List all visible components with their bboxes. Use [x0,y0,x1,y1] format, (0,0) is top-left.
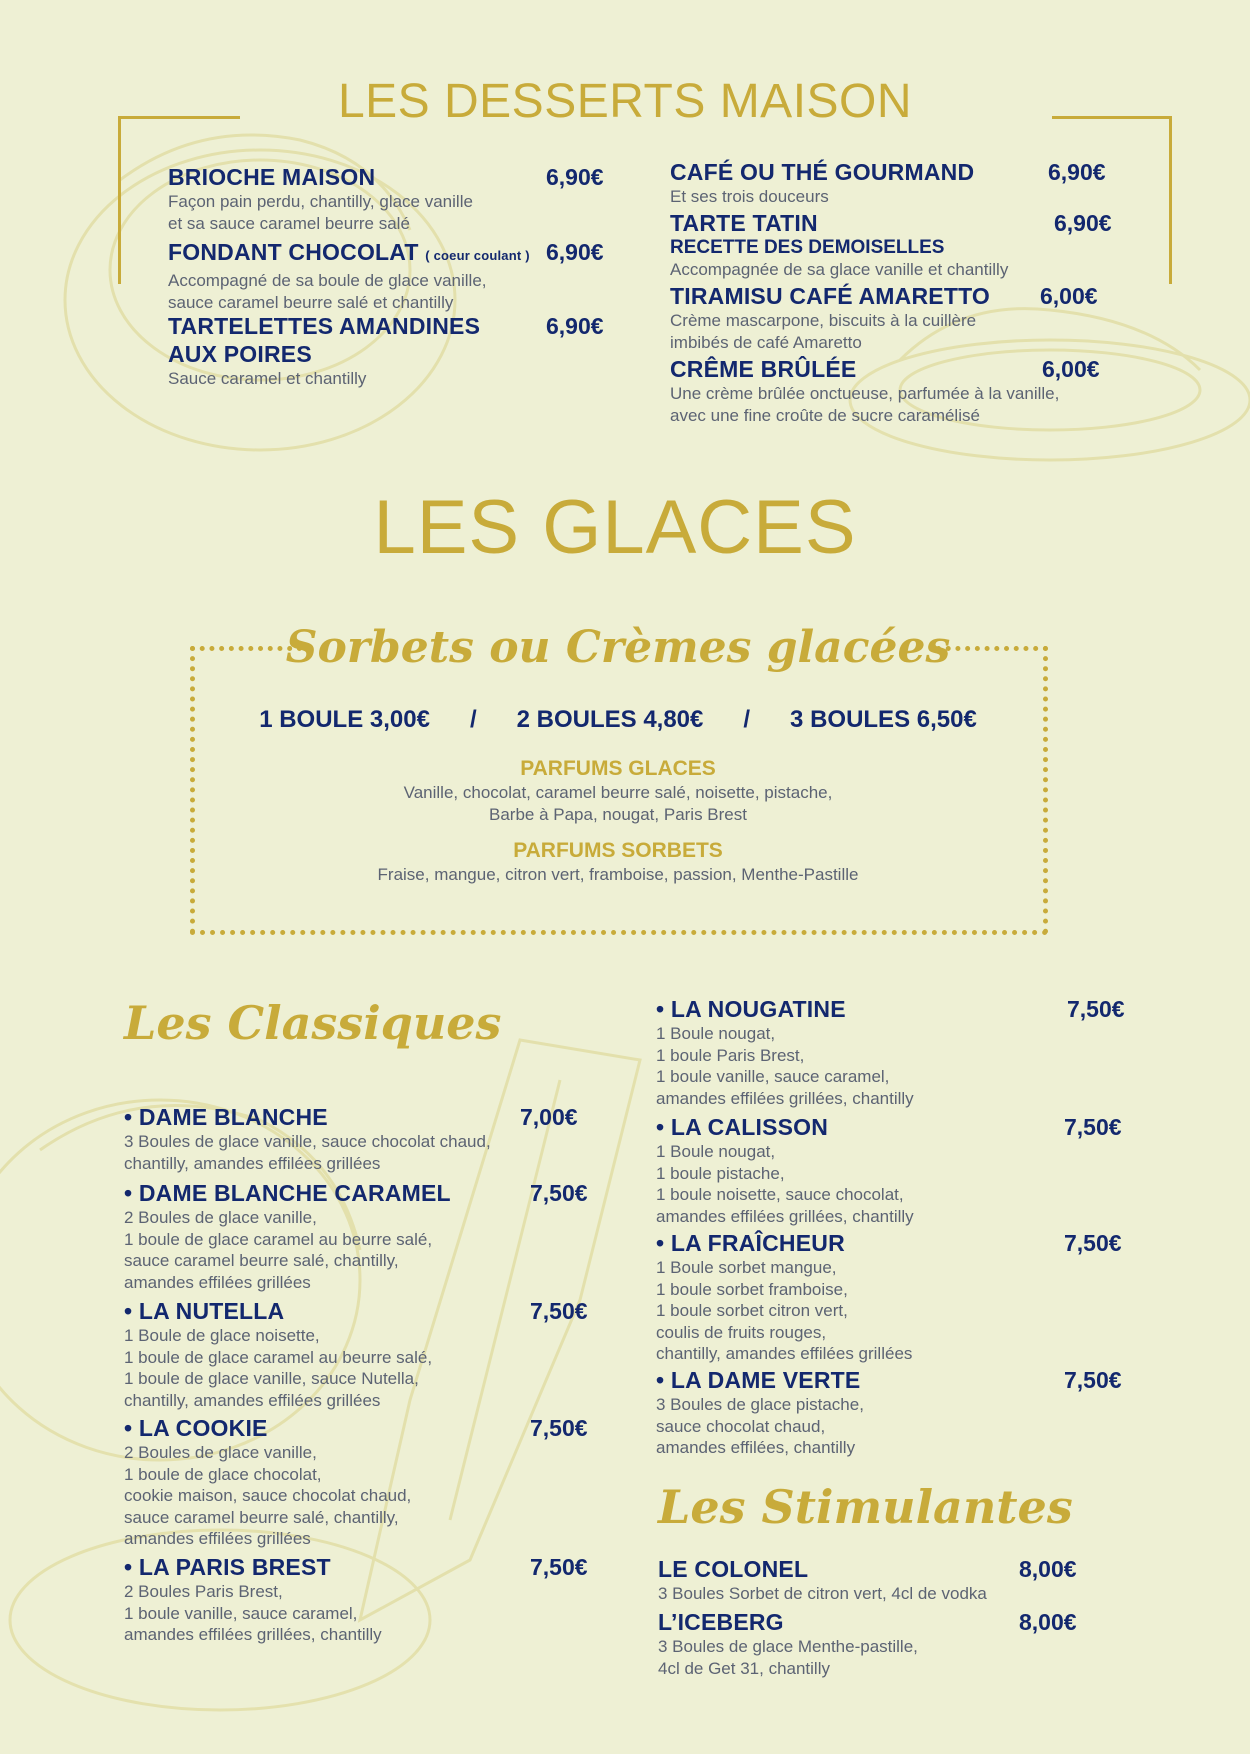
sorbets-title: Sorbets ou Crèmes glacées [285,622,951,673]
dessert-name: TARTE TATIN [670,210,818,236]
dessert-desc: Crème mascarpone, biscuits à la cuillère [670,311,977,330]
stimulante-price: 8,00€ [1019,1556,1077,1582]
classique-desc: 3 Boules de glace pistache, [656,1395,864,1414]
dessert-name: TIRAMISU CAFÉ AMARETTO [670,283,990,309]
dessert-desc: avec une fine croûte de sucre caramélisé [670,405,980,425]
dessert-name-line2: AUX POIRES [168,341,312,367]
classique-price: 7,50€ [530,1298,588,1324]
classique-item [656,1113,1136,1227]
dessert-item [670,158,1120,208]
dessert-price: 6,90€ [546,239,604,265]
price-3-scoops: 3 BOULES 6,50€ [790,706,977,733]
dessert-subtitle: RECETTE DES DEMOISELLES [670,237,945,258]
classique-desc: sauce chocolat chaud, [656,1416,826,1436]
classique-desc: amandes effilées grillées [124,1272,311,1292]
classique-desc: 2 Boules de glace vanille, [124,1443,317,1462]
classique-name: • LA FRAÎCHEUR [656,1229,1136,1257]
dessert-desc: Une crème brûlée onctueuse, parfumée à la vanille, [670,384,1060,403]
stimulante-item [658,1608,1138,1679]
classique-desc: sauce caramel beurre salé, chantilly, [124,1251,399,1270]
classique-desc: sauce caramel beurre salé, chantilly, [124,1507,399,1527]
dessert-desc: sauce caramel beurre salé et chantilly [168,292,454,312]
dessert-name-text: FONDANT CHOCOLAT [168,239,419,265]
classique-name: • LA PARIS BREST [124,1553,604,1581]
dessert-price: 6,00€ [1040,283,1098,309]
classique-desc: 1 Boule nougat, [656,1024,776,1043]
classique-desc: coulis de fruits rouges, [656,1322,827,1342]
classique-desc: 1 Boule de glace noisette, [124,1326,320,1345]
classique-desc: 1 boule Paris Brest, [656,1045,805,1065]
classiques-title: Les Classiques [124,996,502,1050]
classique-item [656,1366,1136,1459]
glaces-title: LES GLACES [373,485,857,570]
parfums-sorbets [0,838,1236,886]
classique-desc: amandes effilées grillées, chantilly [124,1625,382,1644]
classique-desc: 1 boule vanille, sauce caramel, [656,1067,890,1086]
classique-desc: 1 boule de glace caramel au beurre salé, [124,1229,433,1249]
dessert-name: TARTELETTES AMANDINES [168,313,481,339]
dessert-item [670,282,1120,353]
parfums-glaces-line: Vanille, chocolat, caramel beurre salé, noisette, pistache, [403,783,833,802]
parfums-glaces-title: PARFUMS GLACES [520,757,716,780]
dessert-price: 6,00€ [1042,356,1100,382]
stimulante-desc: 4cl de Get 31, chantilly [658,1658,830,1678]
classique-item [124,1414,604,1550]
classique-desc: amandes effilées grillées [124,1529,311,1548]
dessert-desc: Sauce caramel et chantilly [168,369,367,388]
classique-desc: chantilly, amandes effilées grillées [124,1390,381,1410]
classique-price: 7,50€ [1064,1367,1122,1393]
dessert-desc: et sa sauce caramel beurre salé [168,213,410,233]
classique-name: • DAME BLANCHE CARAMEL [124,1179,604,1207]
stimulante-desc: 3 Boules de glace Menthe-pastille, [658,1637,918,1656]
price-separator: / [743,706,751,733]
classique-name: • DAME BLANCHE [124,1103,604,1131]
frame-line [1169,116,1172,284]
classique-price: 7,00€ [520,1104,578,1130]
classique-desc: 1 boule noisette, sauce chocolat, [656,1185,904,1204]
dessert-price: 6,90€ [1054,210,1112,236]
classique-name: • LA DAME VERTE [656,1366,1136,1394]
price-1-scoop: 1 BOULE 3,00€ [259,706,430,733]
classique-item [124,1297,604,1411]
dessert-item [670,209,1120,281]
classique-desc: amandes effilées, chantilly [656,1438,856,1457]
stimulante-price: 8,00€ [1019,1609,1077,1635]
parfums-sorbets-title: PARFUMS SORBETS [513,839,723,862]
desserts-title: LES DESSERTS MAISON [337,75,913,128]
parfums-sorbets-line: Fraise, mangue, citron vert, framboise, passion, Menthe-Pastille [377,865,859,884]
classique-item [124,1553,604,1646]
classique-desc: 1 Boule sorbet mangue, [656,1258,837,1277]
classique-item [124,1179,604,1293]
classique-price: 7,50€ [530,1554,588,1580]
classique-desc: cookie maison, sauce chocolat chaud, [124,1486,412,1505]
classique-price: 7,50€ [530,1415,588,1441]
classique-desc: 3 Boules de glace vanille, sauce chocolat chaud, [124,1132,491,1151]
dessert-name: CRÊME BRÛLÉE [670,356,857,382]
classique-price: 7,50€ [530,1180,588,1206]
dessert-desc: Et ses trois douceurs [670,187,829,206]
classique-desc: amandes effilées grillées, chantilly [656,1088,914,1108]
parfums-glaces [0,756,1236,826]
classique-desc: 2 Boules Paris Brest, [124,1582,283,1601]
price-2-scoops: 2 BOULES 4,80€ [516,706,704,733]
stimulante-desc: 3 Boules Sorbet de citron vert, 4cl de vodka [658,1584,987,1603]
dessert-desc: Façon pain perdu, chantilly, glace vanille [168,192,473,211]
classique-desc: chantilly, amandes effilées grillées [656,1344,913,1363]
stimulante-name: LE COLONEL [658,1556,809,1582]
classique-item [656,1229,1136,1365]
stimulante-name: L’ICEBERG [658,1609,784,1635]
classique-desc: amandes effilées grillées, chantilly [656,1206,914,1226]
dessert-name: CAFÉ OU THÉ GOURMAND [670,159,975,185]
classique-name: • LA CALISSON [656,1113,1136,1141]
classique-price: 7,50€ [1067,996,1125,1022]
classique-desc: 1 boule sorbet citron vert, [656,1301,848,1320]
classique-desc: chantilly, amandes effilées grillées [124,1153,381,1173]
dessert-note: ( coeur coulant ) [425,248,530,263]
dessert-price: 6,90€ [1048,159,1106,185]
dessert-price: 6,90€ [546,313,604,339]
dessert-item [168,163,618,234]
dessert-name: BRIOCHE MAISON [168,164,376,190]
classique-item [124,1103,604,1174]
classique-desc: 1 boule sorbet framboise, [656,1279,848,1299]
classique-desc: 1 boule pistache, [656,1163,785,1183]
dessert-desc: Accompagné de sa boule de glace vanille, [168,271,487,290]
price-separator: / [469,706,477,733]
dessert-item [168,238,618,313]
classique-desc: 1 boule de glace caramel au beurre salé, [124,1347,433,1367]
scoop-prices [0,706,1236,734]
frame-line [118,116,121,284]
classique-desc: 2 Boules de glace vanille, [124,1208,317,1227]
dessert-item [670,355,1120,426]
dessert-desc: Accompagnée de sa glace vanille et chantilly [670,260,1009,279]
classique-item [656,995,1136,1109]
dessert-item [168,312,618,390]
dessert-desc: imbibés de café Amaretto [670,332,862,352]
classique-name: • LA NUTELLA [124,1297,604,1325]
dessert-price: 6,90€ [546,164,604,190]
classique-name: • LA COOKIE [124,1414,604,1442]
stimulantes-title: Les Stimulantes [658,1480,1073,1534]
classique-price: 7,50€ [1064,1114,1122,1140]
stimulante-item [658,1555,1138,1605]
classique-name: • LA NOUGATINE [656,995,1136,1023]
classique-price: 7,50€ [1064,1230,1122,1256]
classique-desc: 1 boule de glace chocolat, [124,1464,322,1484]
classique-desc: 1 boule vanille, sauce caramel, [124,1603,358,1623]
parfums-glaces-line: Barbe à Papa, nougat, Paris Brest [489,805,747,824]
classique-desc: 1 boule de glace vanille, sauce Nutella, [124,1369,419,1388]
classique-desc: 1 Boule nougat, [656,1142,776,1161]
dotted-border [190,930,1048,935]
